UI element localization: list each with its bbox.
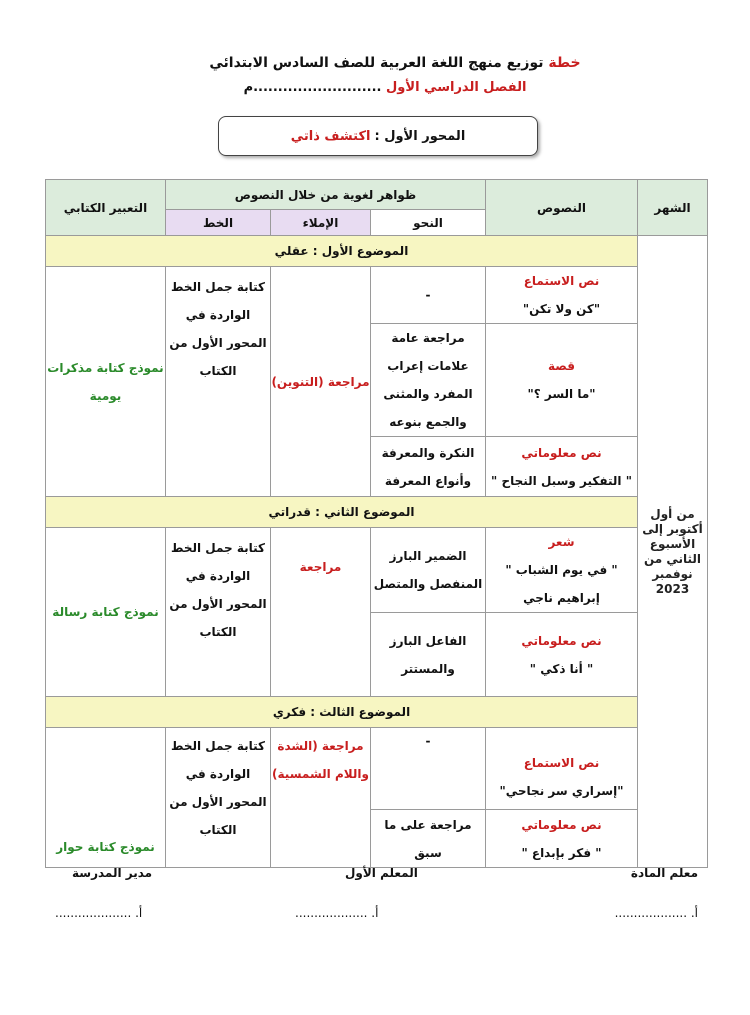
topic-3-text-2-name: " فكر بإبداع " [521,845,602,860]
plan-table [45,179,708,868]
topic-1-dictation: مراجعة (التنوين) [271,267,371,497]
topic-1-text-2-name: "ما السر ؟" [527,387,596,401]
topic-1-text-2-type: قصة [548,359,575,373]
topic-1-text-3-type: نص معلوماتي [521,445,602,460]
header-writing: التعبير الكتابي [46,180,166,236]
topic-3-text-1-grammar: - [371,728,486,810]
title-rest: توزيع منهج اللغة العربية للصف السادس الابتدائي [209,55,544,71]
subject-teacher-label: معلم المادة [630,866,698,880]
topic-1-text-1-grammar: - [371,267,486,324]
topic-1-text-3 [486,437,638,497]
topic-3-title: الموضوع الثالث : فكري [46,697,638,728]
principal-label: مدير المدرسة [72,866,153,880]
topic-3-writing: نموذج كتابة حوار [46,728,166,868]
topic-1-text-1 [486,267,638,324]
page-title [150,55,640,71]
axis-label: المحور الأول : [374,128,466,144]
subject-teacher-signature: أ. ................... [614,906,698,920]
topic-2-title: الموضوع الثاني : قدراتي [46,497,638,528]
month-cell: من أول أكتوبر إلى الأسبوع الثاني من نوفمبر 2023 [638,236,708,868]
first-teacher-signature: أ. ................... [295,906,379,920]
topic-2-text-1-name: " في يوم الشباب " إبراهيم ناجي [505,563,618,605]
topic-1-writing: نموذج كتابة مذكرات يومية [46,267,166,497]
topic-1-text-1-name: "كن ولا تكن" [522,302,601,316]
semester-line [230,80,540,95]
topic-3-text-1 [486,728,638,810]
topic-2-text-2-grammar: الفاعل البارز والمستتر [371,613,486,697]
topic-3-text-1-type: نص الاستماع [523,756,600,770]
topic-3-text-2-grammar: مراجعة على ما سبق [371,810,486,868]
topic-1-text-2 [486,324,638,437]
principal-signature: أ. .................... [55,906,143,920]
topic-2-text-2-type: نص معلوماتي [521,633,602,648]
topic-2-text-2-name: " أنا ذكي " [529,661,594,676]
topic-1-text-2-grammar: مراجعة عامة علامات إعراب المفرد والمثنى والجمع بنوعه [371,324,486,437]
title-prefix: خطة [548,55,581,71]
header-handwriting: الخط [166,210,271,236]
topic-2-text-2 [486,613,638,697]
header-month: الشهر [638,180,708,236]
axis-box [218,116,538,156]
topic-1-text-3-grammar: النكرة والمعرفة وأنواع المعرفة [371,437,486,497]
topic-2-writing: نموذج كتابة رسالة [46,528,166,697]
header-phenomena: ظواهر لغوية من خلال النصوص [166,180,486,210]
header-grammar: النحو [371,210,486,236]
topic-2-text-1-grammar: الضمير البارز المنفصل والمتصل [371,528,486,613]
topic-3-dictation: مراجعة (الشدة واللام الشمسية) [271,728,371,868]
semester-label: الفصل الدراسي الأول [386,80,527,95]
topic-2-text-1-type: شعر [548,535,575,549]
topic-3-text-2-type: نص معلوماتي [521,817,602,832]
topic-3-handwriting: كتابة جمل الخط الواردة في المحور الأول من الكتاب [166,728,271,868]
first-teacher-label: المعلم الأول [345,866,418,880]
semester-year: ..........................م [243,80,382,95]
topic-1-title: الموضوع الأول : عقلي [46,236,638,267]
topic-1-handwriting: كتابة جمل الخط الواردة في المحور الأول من الكتاب [166,267,271,497]
header-dictation: الإملاء [271,210,371,236]
topic-2-handwriting: كتابة جمل الخط الواردة في المحور الأول من الكتاب [166,528,271,697]
topic-1-text-3-name: " التفكير وسبل النجاح " [491,473,632,488]
topic-1-text-1-type: نص الاستماع [523,274,600,288]
header-texts: النصوص [486,180,638,236]
topic-3-text-2 [486,810,638,868]
topic-2-text-1 [486,528,638,613]
axis-name: اكتشف ذاتي [290,128,371,144]
topic-2-dictation: مراجعة [271,528,371,697]
topic-3-text-1-name: "إسراري سر نجاحي" [499,784,624,798]
